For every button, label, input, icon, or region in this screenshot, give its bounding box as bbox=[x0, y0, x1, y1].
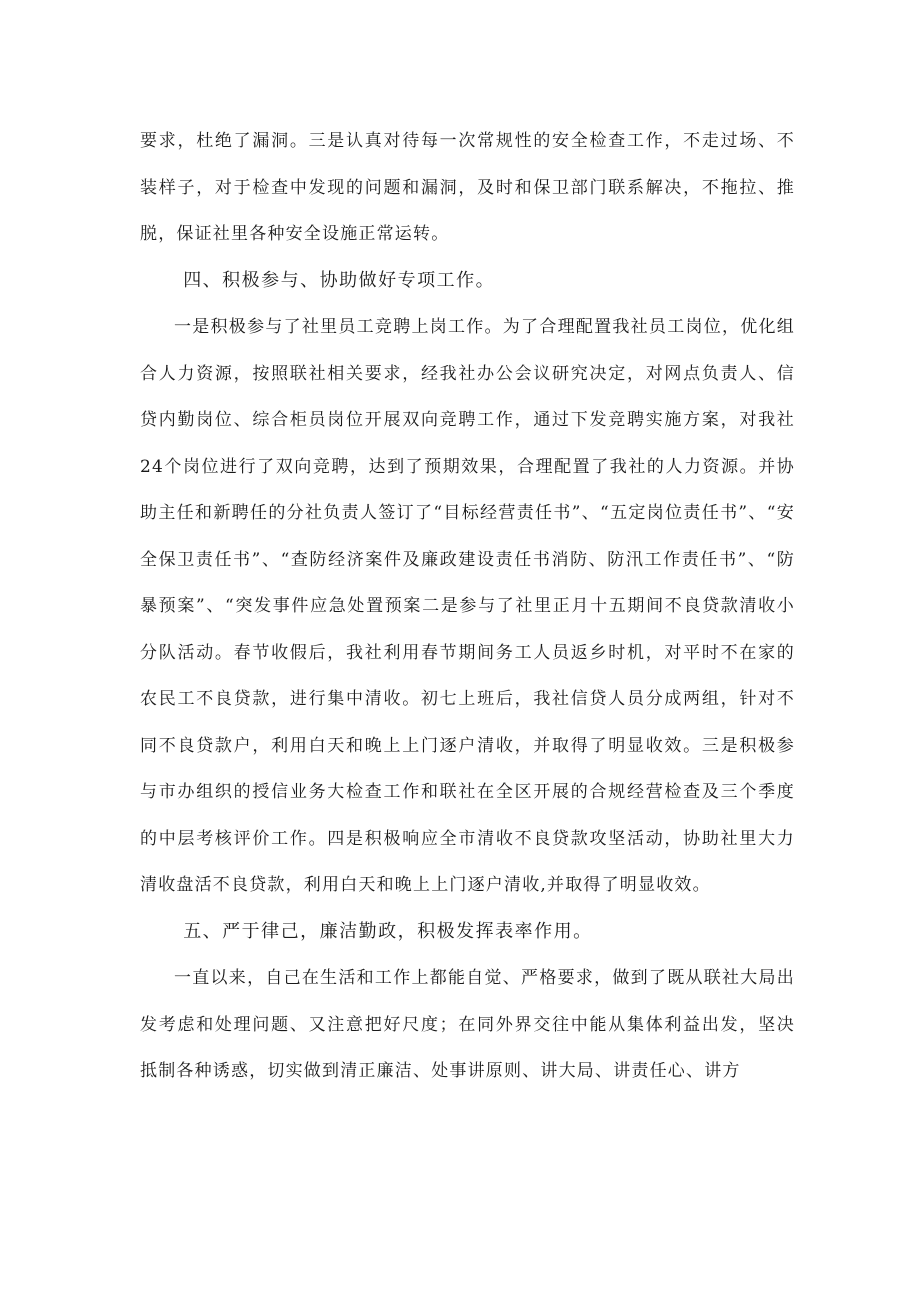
document-body bbox=[140, 118, 795, 1095]
paragraph-continuation: 要求，杜绝了漏洞。三是认真对待每一次常规性的安全检查工作，不走过场、不装样子，对于检查中发现的问题和漏洞，及时和保卫部门联系解决，不拖拉、推脱，保证社里各种安全设施正常运转。 bbox=[140, 131, 795, 244]
section-heading-four: 四、积极参与、协助做好专项工作。 bbox=[183, 269, 496, 291]
paragraph-special-work: 一是积极参与了社里员工竞聘上岗工作。为了合理配置我社员工岗位，优化组合人力资源，按照联社相关要求，经我社办公会议研究决定，对网点负责人、信贷内勤岗位、综合柜员岗位开展双向竞聘工作，通过下发竞聘实施方案，对我社24个岗位进行了双向竞聘，达到了预期效果，合理配置了我社的人力资源。并协助主任和新聘任的分社负责人签订了“目标经营责任书”、“五定岗位责任书”、“安全保卫责任书”、“查防经济案件及廉政建设责任书消防、防汛工作责任书”、“防暴预案”、“突发事件应急处置预案二是参与了社里正月十五期间不良贷款清收小分队活动。春节收假后，我社利用春节期间务工人员返乡时机，对平时不在家的农民工不良贷款，进行集中清收。初七上班后，我社信贷人员分成两组，针对不同不良贷款户，利用白天和晚上上门逐户清收，并取得了明显收效。三是积极参与市办组织的授信业务大检查工作和联社在全区开展的合规经营检查及三个季度的中层考核评价工作。四是积极响应全市清收不良贷款攻坚活动，协助社里大力清收盘活不良贷款，利用白天和晚上上门逐户清收,并取得了明显收效。 bbox=[140, 317, 795, 895]
section-heading-five: 五、严于律己，廉洁勤政，积极发挥表率作用。 bbox=[183, 920, 593, 942]
paragraph-self-discipline: 一直以来，自己在生活和工作上都能自觉、严格要求，做到了既从联社大局出发考虑和处理问题、又注意把好尺度；在同外界交往中能从集体利益出发，坚决抵制各种诱惑，切实做到清正廉洁、处事讲原则、讲大局、讲责任心、讲方 bbox=[140, 968, 795, 1081]
